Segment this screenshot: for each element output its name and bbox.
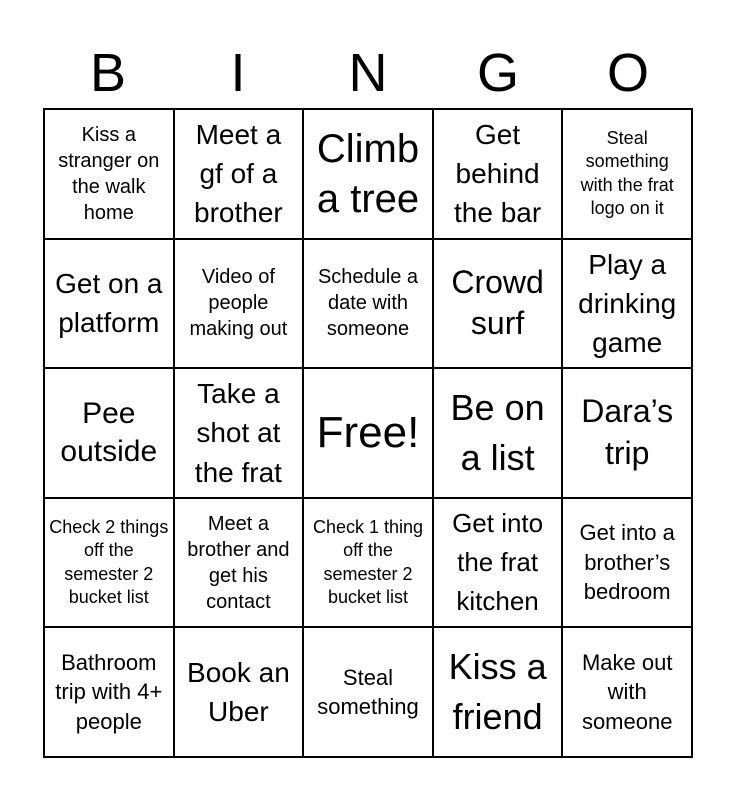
bingo-cell[interactable]: Pee outside [45, 369, 175, 499]
bingo-board [43, 108, 693, 758]
header-letter-g: G [476, 43, 519, 103]
header-letter-o: O [606, 43, 649, 103]
bingo-cell[interactable]: Schedule a date with someone [304, 240, 434, 370]
bingo-cell[interactable]: Play a drinking game [563, 240, 693, 370]
bingo-cell[interactable]: Get on a platform [45, 240, 175, 370]
header-letter-b: B [89, 43, 127, 103]
bingo-cell[interactable]: Steal something [304, 628, 434, 758]
bingo-cell[interactable]: Be on a list [434, 369, 564, 499]
free-space[interactable]: Free! [304, 369, 434, 499]
bingo-cell[interactable]: Kiss a friend [434, 628, 564, 758]
bingo-cell[interactable]: Get behind the bar [434, 110, 564, 240]
header-letter-i: I [230, 43, 246, 103]
bingo-cell[interactable]: Kiss a stranger on the walk home [45, 110, 175, 240]
bingo-cell[interactable]: Steal something with the frat logo on it [563, 110, 693, 240]
bingo-cell[interactable]: Check 2 things off the semester 2 bucket list [45, 499, 175, 629]
bingo-cell[interactable]: Book an Uber [175, 628, 305, 758]
bingo-cell[interactable]: Take a shot at the frat [175, 369, 305, 499]
bingo-cell[interactable]: Meet a brother and get his contact [175, 499, 305, 629]
bingo-header [43, 40, 693, 106]
bingo-cell[interactable]: Climb a tree [304, 110, 434, 240]
bingo-cell[interactable]: Get into the frat kitchen [434, 499, 564, 629]
bingo-cell[interactable]: Meet a gf of a brother [175, 110, 305, 240]
bingo-cell[interactable]: Make out with someone [563, 628, 693, 758]
header-letter-n: N [348, 43, 388, 103]
bingo-cell[interactable]: Get into a brother’s bedroom [563, 499, 693, 629]
bingo-cell[interactable]: Bathroom trip with 4+ people [45, 628, 175, 758]
bingo-cell[interactable]: Video of people making out [175, 240, 305, 370]
bingo-cell[interactable]: Crowd surf [434, 240, 564, 370]
bingo-cell[interactable]: Check 1 thing off the semester 2 bucket list [304, 499, 434, 629]
bingo-cell[interactable]: Dara’s trip [563, 369, 693, 499]
